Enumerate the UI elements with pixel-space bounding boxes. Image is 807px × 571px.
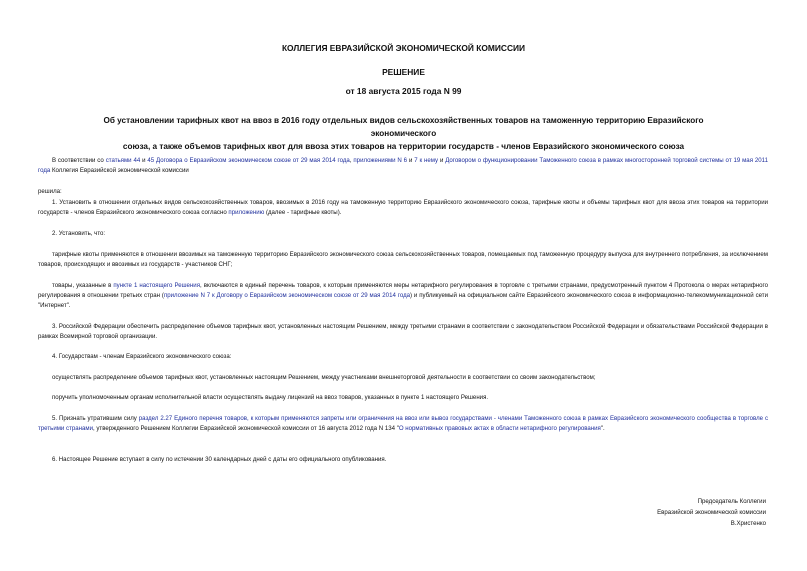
link-section-2-27[interactable]: раздел 2.27 Единого перечня товаров, к которым применяются запреты или ограничения на ввоз или вывоз государствами - членами Таможенного союза в рамках Евразийского экономического сообщества в торговле с третьими странами (38, 415, 768, 432)
paragraph-text: ) и публикуемый на официальном сайте Евразийского экономического союза в информационно-телекоммуникационной сети "Интернет". (38, 292, 768, 309)
link-annex-6[interactable]: приложениями N 6 (353, 157, 408, 164)
signature-name: В.Христенко (730, 520, 766, 527)
paragraph-text: , утвержденного Решением Коллегии Евразийской экономической комиссии от 16 августа 2012 года N 134 " (93, 425, 399, 432)
preamble-text: , (349, 157, 354, 164)
document-title (70, 114, 737, 153)
paragraph-text: , включаются в единый перечень товаров, к которым применяются меры нетарифного регулирования в торговле с третьими странами, предусмотренный пунктом 4 Протокола о мерах нетарифного регулирования в отношении третьих стран ( (38, 282, 768, 299)
paragraph-1 (38, 198, 768, 218)
paragraph-text: 5. Признать утратившим силу (52, 415, 139, 422)
paragraph-text: товары, указанные в (52, 282, 114, 289)
paragraph-text: (далее - тарифные квоты). (264, 209, 342, 216)
paragraph-4-heading: 4. Государствам - членам Евразийского экономического союза: (52, 353, 232, 360)
decided-label: решила: (38, 188, 62, 195)
title-line-1: Об установлении тарифных квот на ввоз в 2016 году отдельных видов сельскохозяйственных товаров на таможенную территорию Евразийского экономического (103, 116, 704, 138)
paragraph-2-heading: 2. Установить, что: (52, 230, 106, 237)
paragraph-text: 1. Установить в отношении отдельных видов сельскохозяйственных товаров, ввозимых в 2016 году на таможенную территорию Евразийского экономического союза, тарифные квоты и объемы тарифных квот для ввоза этих товаров на территории государств - членов Евразийского экономического союза согласно (38, 199, 768, 216)
paragraph-2-item-a: тарифные квоты применяются в отношении ввозимых на таможенную территорию Евразийского экономического союза сельскохозяйственных товаров, помещаемых под таможенную процедуру выпуска для внутреннего потребления, за исключением товаров, происходящих и ввозимых из государств - участников СНГ; (38, 251, 768, 268)
paragraph-6: 6. Настоящее Решение вступает в силу по истечении 30 календарных дней с даты его официального опубликования. (52, 456, 387, 463)
signature-block (566, 496, 766, 529)
link-annex-7[interactable]: 7 к нему (414, 157, 439, 164)
signature-organization: Евразийской экономической комиссии (657, 509, 766, 516)
document-date: от 18 августа 2015 года N 99 (345, 86, 462, 96)
link-annex-7-treaty[interactable]: приложение N 7 к Договору о Евразийском экономическом союзе от 29 мая 2014 года (163, 292, 411, 299)
preamble-text: В соответствии со (52, 157, 106, 164)
title-line-2: союза, а также объемов тарифных квот для ввоза этих товаров на территории государств - членов Евразийского экономического союза (122, 142, 685, 151)
preamble-paragraph (38, 156, 768, 176)
link-article-44[interactable]: статьями 44 (105, 157, 141, 164)
paragraph-text: ". (600, 425, 605, 432)
signature-position: Председатель Коллегии (697, 498, 766, 505)
paragraph-4-item-a: осуществлять распределение объемов тарифных квот, установленных настоящим Решением, между участниками внешнеторговой деятельности в соответствии со своим законодательством; (52, 374, 596, 381)
link-treaty-article-45[interactable]: 45 Договора о Евразийском экономическом союзе от 29 мая 2014 года (147, 157, 350, 164)
link-customs-union-treaty[interactable]: Договором о функционировании Таможенного союза в рамках многосторонней торговой системы от 19 мая 2011 года (38, 157, 768, 174)
link-point-1[interactable]: пункте 1 настоящего Решения (113, 282, 200, 289)
preamble-text: и (140, 157, 148, 164)
preamble-text: и (407, 157, 415, 164)
document-kind: РЕШЕНИЕ (382, 67, 425, 77)
link-appendix[interactable]: приложению (228, 209, 265, 216)
paragraph-5 (38, 414, 768, 434)
paragraph-4-item-b: поручить уполномоченным органам исполнительной власти осуществлять выдачу лицензий на ввоз товаров, указанных в пункте 1 настоящего Решения. (52, 394, 489, 401)
paragraph-3: 3. Российской Федерации обеспечить распределение объемов тарифных квот, установленных настоящим Решением, между третьими странами в соответствии с законодательством Российской Федерации и обязательствами Российской Федерации в рамках Всемирной торговой организации. (38, 323, 768, 340)
preamble-text: Коллегия Евразийской экономической комиссии (50, 167, 189, 174)
link-nontariff-acts[interactable]: О нормативных правовых актах в области нетарифного регулирования (398, 425, 601, 432)
paragraph-2-item-b (38, 281, 768, 311)
issuing-body: КОЛЛЕГИЯ ЕВРАЗИЙСКОЙ ЭКОНОМИЧЕСКОЙ КОМИССИИ (281, 43, 526, 53)
preamble-text: и (438, 157, 446, 164)
